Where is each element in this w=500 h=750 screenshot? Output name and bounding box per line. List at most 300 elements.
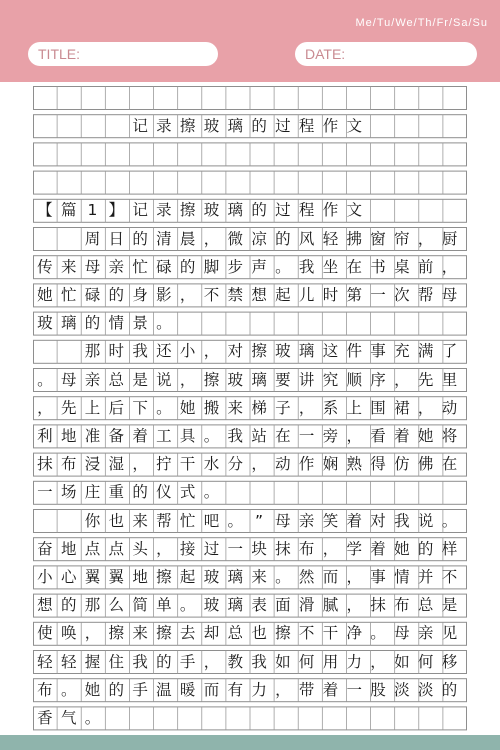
- grid-cell: 桌: [394, 257, 410, 276]
- grid-cell: [414, 481, 438, 504]
- grid-cell: 裙: [394, 398, 410, 417]
- grid-cell: 母: [394, 624, 410, 643]
- grid-cell: [319, 143, 343, 166]
- grid-cell: [271, 312, 295, 335]
- grid-cell: 篇: [60, 201, 77, 220]
- grid-cell: 记: [132, 116, 148, 135]
- grid-cell: ，: [179, 370, 196, 389]
- grid-cell: [438, 199, 462, 222]
- grid-cell: [319, 312, 343, 335]
- grid-cell: 还: [156, 342, 172, 361]
- writing-grid: [33, 86, 467, 734]
- grid-cell: 璃: [227, 567, 244, 586]
- grid-cell: 碌: [84, 285, 101, 304]
- grid-cell: [152, 707, 176, 730]
- grid-cell: 璃: [298, 342, 315, 361]
- grid-cell: 她: [417, 426, 434, 445]
- grid-cell: 子: [275, 398, 291, 417]
- grid-cell: 搬: [203, 398, 220, 417]
- grid-cell: 起: [275, 285, 291, 304]
- grid-cell: 厨: [441, 229, 458, 248]
- grid-cell: 点: [84, 539, 101, 558]
- grid-cell: 着: [394, 426, 410, 445]
- grid-cell: [342, 707, 366, 730]
- grid-cell: [438, 143, 462, 166]
- grid-cell: 仿: [394, 455, 410, 474]
- grid-cell: [176, 171, 200, 194]
- grid-cell: 用: [322, 652, 339, 671]
- grid-cell: 一: [227, 539, 244, 558]
- grid-cell: 学: [346, 539, 363, 558]
- grid-cell: ，: [203, 229, 220, 248]
- grid-cell: [176, 312, 200, 335]
- essay-line: [33, 228, 467, 251]
- grid-cell: [81, 171, 105, 194]
- grid-cell: [223, 312, 247, 335]
- grid-cell: 究: [322, 370, 339, 389]
- grid-cell: [390, 481, 414, 504]
- grid-cell: 步: [227, 257, 244, 276]
- grid-cell: 来: [227, 398, 244, 417]
- grid-cell: 来: [60, 257, 77, 276]
- grid-cell: [390, 199, 414, 222]
- grid-cell: 熟: [346, 455, 363, 474]
- grid-cell: 。: [203, 426, 220, 445]
- grid-cell: 忙: [132, 257, 148, 276]
- grid-cell: [319, 171, 343, 194]
- grid-cell: 璃: [227, 116, 244, 135]
- grid-cell: [438, 707, 462, 730]
- grid-cell: 并: [417, 567, 434, 586]
- grid-cell: 着: [346, 511, 363, 530]
- title-field[interactable]: [28, 42, 218, 66]
- grid-cell: [33, 115, 57, 138]
- grid-cell: 小: [37, 567, 53, 586]
- grid-cell: [390, 143, 414, 166]
- grid-cell: 使: [37, 624, 53, 643]
- grid-cell: 我: [132, 342, 148, 361]
- grid-cell: 是: [132, 370, 148, 389]
- grid-cell: 总: [227, 624, 244, 643]
- grid-cell: 系: [322, 398, 339, 417]
- grid-cell: ，: [417, 398, 434, 417]
- grid-cell: [33, 228, 57, 251]
- grid-cell: 淡: [417, 680, 434, 699]
- grid-cell: 件: [346, 342, 363, 361]
- grid-cell: [223, 87, 247, 110]
- grid-cell: 手: [179, 652, 196, 671]
- essay-line: [33, 453, 467, 476]
- grid-cell: 头: [132, 539, 148, 558]
- grid-cell: [128, 87, 152, 110]
- grid-cell: [247, 171, 271, 194]
- grid-cell: 干: [322, 624, 339, 643]
- grid-cell: 她: [394, 539, 410, 558]
- grid-cell: [128, 143, 152, 166]
- grid-cell: 握: [84, 652, 101, 671]
- grid-cell: 传: [37, 257, 53, 276]
- grid-cell: 然: [298, 567, 315, 586]
- page-header: [0, 0, 500, 82]
- grid-cell: 【: [37, 201, 53, 220]
- grid-cell: 下: [132, 398, 148, 417]
- grid-cell: 的: [132, 483, 148, 502]
- grid-cell: 何: [417, 652, 434, 671]
- grid-cell: 你: [84, 511, 101, 530]
- grid-cell: 将: [441, 426, 458, 445]
- grid-cell: 一: [346, 680, 363, 699]
- essay-line: [33, 284, 467, 307]
- grid-cell: [33, 171, 57, 194]
- grid-cell: 重: [108, 483, 125, 502]
- grid-cell: 备: [108, 426, 125, 445]
- grid-cell: 擦: [179, 201, 196, 220]
- grid-cell: 教: [227, 652, 244, 671]
- grid-cell: 股: [370, 680, 386, 699]
- grid-cell: [176, 707, 200, 730]
- grid-cell: 玻: [227, 370, 244, 389]
- grid-cell: [295, 171, 319, 194]
- grid-cell: 她: [37, 285, 53, 304]
- grid-cell: 前: [417, 257, 434, 276]
- grid-cell: 奋: [37, 539, 53, 558]
- essay-line: [33, 481, 467, 504]
- grid-cell: 禁: [227, 285, 244, 304]
- grid-cell: 景: [132, 314, 148, 333]
- grid-cell: [57, 340, 81, 363]
- grid-cell: 暖: [179, 680, 196, 699]
- grid-cell: 影: [156, 285, 172, 304]
- grid-cell: ，: [417, 229, 434, 248]
- grid-cell: [271, 171, 295, 194]
- grid-cell: 腻: [322, 596, 339, 615]
- grid-cell: 的: [251, 116, 267, 135]
- grid-cell: [57, 171, 81, 194]
- grid-cell: [414, 171, 438, 194]
- grid-cell: 式: [179, 483, 196, 502]
- grid-cell: ，: [203, 342, 220, 361]
- essay-line: [33, 651, 467, 674]
- grid-cell: 周: [84, 229, 101, 248]
- grid-cell: 的: [179, 257, 196, 276]
- grid-cell: [342, 143, 366, 166]
- grid-cell: 程: [298, 116, 315, 135]
- grid-cell: 擦: [156, 624, 172, 643]
- grid-cell: [366, 115, 390, 138]
- grid-cell: 笑: [322, 511, 339, 530]
- grid-cell: [152, 143, 176, 166]
- grid-cell: 过: [203, 539, 220, 558]
- grid-cell: ，: [84, 624, 101, 643]
- grid-cell: 。: [156, 398, 172, 417]
- grid-cell: 程: [298, 201, 315, 220]
- grid-cell: [57, 228, 81, 251]
- grid-cell: 。: [275, 257, 291, 276]
- grid-cell: 布: [37, 680, 53, 699]
- page-footer: [0, 735, 500, 750]
- grid-cell: [176, 87, 200, 110]
- grid-cell: 着: [322, 680, 339, 699]
- grid-cell: [366, 143, 390, 166]
- grid-cell: [104, 115, 128, 138]
- grid-cell: 着: [132, 426, 148, 445]
- grid-cell: 事: [370, 567, 386, 586]
- grid-cell: 那: [84, 596, 101, 615]
- essay-line: [33, 679, 467, 702]
- grid-cell: ，: [298, 398, 315, 417]
- grid-cell: 璃: [60, 314, 77, 333]
- grid-cell: [152, 87, 176, 110]
- grid-cell: 的: [251, 201, 267, 220]
- weekday-selector[interactable]: Me/Tu/We/Th/Fr/Sa/Su: [355, 17, 488, 29]
- grid-cell: [104, 87, 128, 110]
- grid-cell: 。: [441, 511, 458, 530]
- grid-cell: 也: [251, 624, 267, 643]
- title-label: TITLE:: [38, 46, 81, 62]
- grid-cell: 想: [251, 285, 267, 304]
- grid-cell: 佛: [417, 455, 434, 474]
- grid-cell: 亲: [298, 511, 315, 530]
- grid-cell: 围: [370, 398, 386, 417]
- grid-cell: [271, 87, 295, 110]
- grid-cell: 母: [275, 511, 291, 530]
- grid-cell: [223, 143, 247, 166]
- grid-cell: 儿: [298, 285, 315, 304]
- grid-cell: [295, 87, 319, 110]
- grid-cell: [295, 707, 319, 730]
- grid-cell: 得: [370, 455, 386, 474]
- grid-cell: 。: [275, 567, 291, 586]
- grid-cell: [271, 707, 295, 730]
- grid-cell: 帮: [156, 511, 172, 530]
- grid-cell: 凉: [251, 229, 267, 248]
- grid-cell: 说: [156, 370, 172, 389]
- grid-cell: 过: [275, 116, 291, 135]
- grid-cell: 布: [298, 539, 315, 558]
- grid-cell: 玻: [37, 314, 53, 333]
- grid-cell: [390, 312, 414, 335]
- grid-cell: 而: [203, 680, 220, 699]
- grid-cell: [319, 87, 343, 110]
- grid-cell: [271, 481, 295, 504]
- grid-cell: 玻: [275, 342, 291, 361]
- grid-cell: 璃: [251, 370, 267, 389]
- essay-line: [33, 369, 467, 392]
- grid-cell: [81, 115, 105, 138]
- grid-cell: 简: [132, 596, 148, 615]
- grid-cell: ，: [156, 539, 172, 558]
- grid-cell: 文: [346, 116, 363, 135]
- grid-cell: 声: [251, 257, 267, 276]
- grid-cell: ”: [255, 511, 264, 530]
- grid-cell: 抹: [275, 539, 291, 558]
- essay-line: [33, 115, 467, 138]
- grid-cell: 何: [298, 652, 315, 671]
- grid-cell: 布: [60, 455, 77, 474]
- grid-cell: 水: [203, 455, 220, 474]
- grid-cell: 上: [84, 398, 101, 417]
- grid-cell: 我: [132, 652, 148, 671]
- grid-cell: [342, 481, 366, 504]
- grid-cell: 第: [346, 285, 363, 304]
- grid-cell: 作: [322, 116, 339, 135]
- grid-cell: 不: [441, 567, 458, 586]
- grid-cell: 文: [346, 201, 363, 220]
- grid-cell: ，: [251, 455, 267, 474]
- grid-cell: 滑: [298, 596, 315, 615]
- grid-cell: 次: [394, 285, 410, 304]
- grid-cell: 我: [298, 257, 315, 276]
- grid-cell: [390, 115, 414, 138]
- grid-cell: 抹: [37, 455, 53, 474]
- grid-cell: 块: [251, 539, 267, 558]
- grid-cell: 录: [156, 116, 172, 135]
- grid-cell: [104, 171, 128, 194]
- grid-cell: 娴: [322, 455, 339, 474]
- grid-cell: 玻: [203, 567, 220, 586]
- grid-cell: 湿: [108, 455, 125, 474]
- grid-cell: [414, 312, 438, 335]
- grid-cell: 也: [108, 511, 125, 530]
- grid-cell: [390, 87, 414, 110]
- grid-cell: 表: [251, 596, 267, 615]
- grid-cell: [104, 707, 128, 730]
- grid-cell: 要: [275, 370, 291, 389]
- grid-cell: [366, 312, 390, 335]
- grid-cell: 场: [60, 483, 77, 502]
- grid-cell: 动: [441, 398, 458, 417]
- grid-cell: [200, 312, 224, 335]
- grid-cell: 手: [132, 680, 148, 699]
- grid-cell: ，: [275, 680, 291, 699]
- grid-cell: [33, 87, 57, 110]
- grid-cell: 的: [84, 314, 101, 333]
- grid-cell: 香: [37, 708, 53, 727]
- grid-cell: 的: [108, 285, 125, 304]
- grid-cell: ，: [346, 567, 363, 586]
- grid-cell: 是: [441, 596, 458, 615]
- grid-cell: 的: [417, 539, 434, 558]
- grid-cell: 轻: [60, 652, 77, 671]
- grid-cell: 帮: [417, 285, 434, 304]
- grid-cell: 住: [108, 652, 125, 671]
- grid-cell: [414, 115, 438, 138]
- grid-cell: 总: [417, 596, 434, 615]
- grid-cell: 接: [179, 539, 196, 558]
- grid-cell: [390, 707, 414, 730]
- grid-cell: 日: [108, 229, 125, 248]
- grid-cell: 小: [179, 342, 196, 361]
- grid-cell: 帘: [394, 229, 410, 248]
- grid-cell: 玻: [203, 116, 220, 135]
- grid-cell: 记: [132, 201, 148, 220]
- grid-cell: 仪: [156, 483, 172, 502]
- grid-cell: 擦: [203, 370, 220, 389]
- grid-cell: 亲: [417, 624, 434, 643]
- grid-cell: 来: [132, 511, 148, 530]
- grid-cell: 身: [132, 285, 148, 304]
- essay-line: [33, 312, 467, 335]
- grid-cell: 碌: [156, 257, 172, 276]
- grid-cell: [223, 171, 247, 194]
- grid-cell: [319, 481, 343, 504]
- grid-cell: 窗: [370, 229, 386, 248]
- grid-cell: 来: [251, 567, 267, 586]
- grid-cell: 】: [108, 201, 125, 220]
- grid-cell: 抹: [370, 596, 386, 615]
- grid-cell: 一: [37, 483, 53, 502]
- grid-cell: 面: [275, 596, 291, 615]
- grid-cell: 见: [441, 624, 458, 643]
- grid-cell: [200, 143, 224, 166]
- grid-cell: 干: [179, 455, 196, 474]
- grid-cell: 么: [108, 596, 125, 615]
- grid-cell: 先: [417, 370, 434, 389]
- grid-cell: 了: [441, 342, 458, 361]
- grid-cell: [200, 171, 224, 194]
- grid-cell: 忙: [179, 511, 196, 530]
- grid-cell: 1: [87, 201, 98, 220]
- grid-cell: 。: [60, 680, 77, 699]
- grid-cell: ，: [441, 257, 458, 276]
- grid-cell: 温: [156, 680, 172, 699]
- grid-cell: 心: [60, 567, 77, 586]
- grid-cell: [200, 87, 224, 110]
- date-label: DATE:: [305, 46, 346, 62]
- grid-cell: 在: [346, 257, 363, 276]
- grid-cell: 地: [132, 567, 148, 586]
- grid-cell: 微: [227, 229, 244, 248]
- grid-cell: 作: [298, 455, 315, 474]
- grid-cell: 说: [417, 511, 434, 530]
- grid-cell: 我: [251, 652, 267, 671]
- date-field[interactable]: [295, 42, 477, 66]
- grid-cell: 看: [370, 426, 386, 445]
- grid-cell: 如: [394, 652, 410, 671]
- grid-cell: [81, 87, 105, 110]
- grid-cell: [414, 87, 438, 110]
- grid-cell: 顺: [346, 370, 363, 389]
- essay-line: [33, 256, 467, 279]
- grid-cell: 梯: [251, 398, 267, 417]
- grid-cell: 母: [84, 257, 101, 276]
- grid-cell: 准: [84, 426, 101, 445]
- grid-cell: 力: [251, 680, 267, 699]
- grid-cell: [366, 707, 390, 730]
- grid-cell: ，: [179, 285, 196, 304]
- grid-cell: 地: [60, 539, 77, 558]
- grid-cell: 如: [275, 652, 291, 671]
- grid-cell: 力: [346, 652, 363, 671]
- essay-line: [33, 566, 467, 589]
- grid-cell: [57, 510, 81, 533]
- grid-cell: [414, 199, 438, 222]
- grid-cell: 她: [84, 680, 101, 699]
- grid-cell: 晨: [179, 229, 196, 248]
- essay-line: [33, 171, 467, 194]
- grid-cell: 在: [441, 455, 458, 474]
- grid-cell: 时: [108, 342, 125, 361]
- grid-cell: 清: [156, 229, 172, 248]
- grid-cell: [342, 87, 366, 110]
- essay-line: [33, 594, 467, 617]
- grid-cell: 。: [203, 483, 220, 502]
- grid-cell: 的: [156, 652, 172, 671]
- grid-cell: 淡: [394, 680, 410, 699]
- grid-cell: 轻: [322, 229, 339, 248]
- grid-cell: [438, 115, 462, 138]
- grid-cell: 书: [370, 257, 386, 276]
